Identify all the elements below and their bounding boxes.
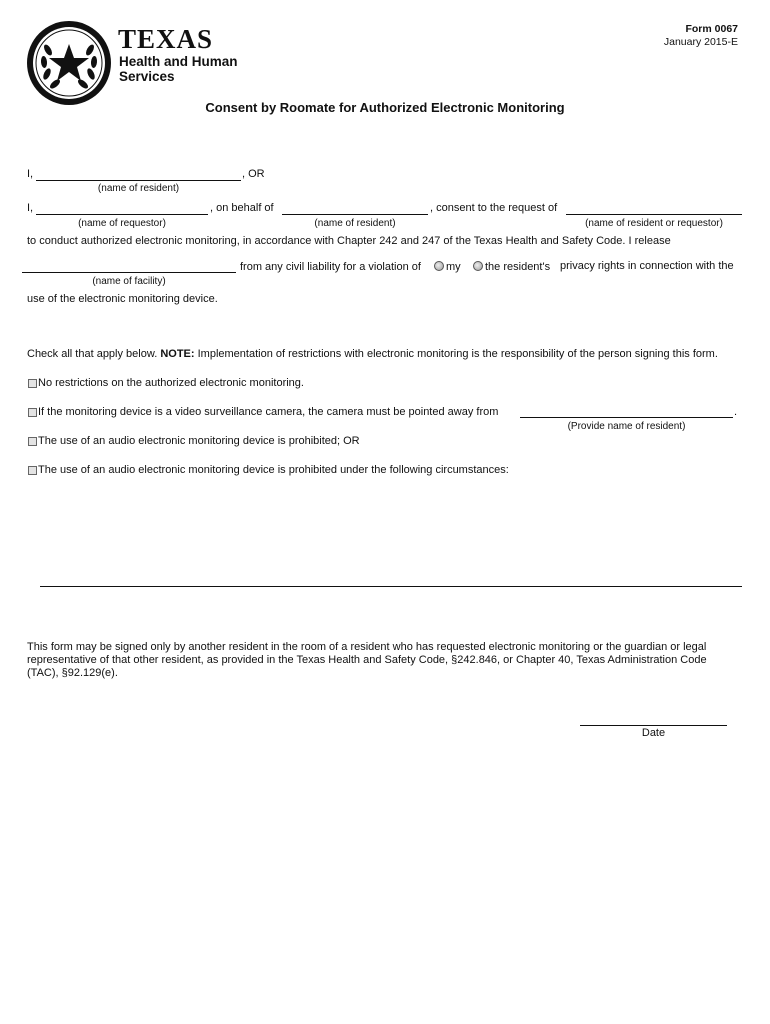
row2-prefix: I, — [27, 202, 34, 214]
checkbox-no-restrictions-label: No restrictions on the authorized electronic monitoring. — [38, 377, 304, 389]
checkbox-audio-circumstances-label: The use of an audio electronic monitoring device is prohibited under the following circumstances: — [38, 464, 509, 476]
logo-agency-line1: Health and Human — [119, 54, 238, 69]
facility-name-field[interactable] — [22, 272, 236, 273]
circumstances-field[interactable] — [40, 586, 742, 587]
texas-seal-logo — [26, 20, 112, 106]
checkbox-camera-label: If the monitoring device is a video surveillance camera, the camera must be pointed away from — [38, 406, 499, 418]
radio-my-label: my — [446, 261, 461, 273]
caption-name-of-requestor: (name of requestor) — [78, 218, 166, 229]
row2-on-behalf: , on behalf of — [210, 202, 274, 214]
checkbox-audio-circumstances[interactable] — [28, 466, 37, 475]
note-text: Implementation of restrictions with electronic monitoring is the responsibility of the person signing this form. — [194, 348, 718, 360]
radio-residents[interactable] — [473, 261, 483, 271]
instructions-lead: Check all that apply below. — [27, 348, 161, 360]
row5-text: use of the electronic monitoring device. — [27, 293, 218, 305]
resident-or-requestor-field[interactable] — [566, 214, 742, 215]
row4-text: from any civil liability for a violation of — [240, 261, 421, 273]
row1-or: , OR — [242, 168, 265, 180]
requestor-name-field[interactable] — [36, 214, 208, 215]
checkbox-camera[interactable] — [28, 408, 37, 417]
row1-prefix: I, — [27, 168, 34, 180]
logo-agency-line2: Services — [119, 69, 175, 84]
logo-texas-wordmark: TEXAS — [118, 24, 214, 54]
instructions — [27, 348, 718, 360]
row3-text: to conduct authorized electronic monitoring, in accordance with Chapter 242 and 247 of the Texas Health and Safety Code. I release — [27, 235, 671, 247]
page-title: Consent by Roomate for Authorized Electronic Monitoring — [205, 100, 565, 115]
logo-agency-name — [119, 54, 238, 84]
caption-name-of-resident-2: (name of resident) — [314, 218, 396, 229]
form-number: Form 0067 — [685, 23, 738, 35]
behalf-resident-name-field[interactable] — [282, 214, 428, 215]
checkbox-no-restrictions[interactable] — [28, 379, 37, 388]
radio-residents-label: the resident's — [485, 261, 551, 273]
form-date: January 2015-E — [663, 36, 738, 48]
camera-period: . — [734, 406, 738, 418]
caption-provide-name-of-resident: (Provide name of resident) — [567, 421, 686, 432]
resident-name-field[interactable] — [36, 180, 241, 181]
radio-my[interactable] — [434, 261, 444, 271]
row4-suffix: privacy rights in connection with the — [560, 260, 734, 272]
date-field[interactable] — [580, 725, 727, 726]
row2-consent: , consent to the request of — [430, 202, 558, 214]
signature-eligibility-paragraph: This form may be signed only by another resident in the room of a resident who has requested electronic monitoring or the guardian or legal representative of that other resident, as provided in the Texas Health and Safety Code, §242.846, or Chapter 40, Texas Administration Code (TAC), §92.129(e). — [27, 641, 707, 679]
checkbox-audio-prohibited[interactable] — [28, 437, 37, 446]
caption-name-of-resident: (name of resident) — [97, 183, 180, 194]
caption-name-of-facility: (name of facility) — [92, 276, 166, 287]
caption-resident-or-requestor: (name of resident or requestor) — [585, 218, 723, 229]
date-label: Date — [641, 727, 666, 739]
note-label: NOTE: — [160, 348, 195, 360]
checkbox-audio-prohibited-label: The use of an audio electronic monitoring device is prohibited; OR — [38, 435, 360, 447]
camera-resident-name-field[interactable] — [520, 417, 733, 418]
